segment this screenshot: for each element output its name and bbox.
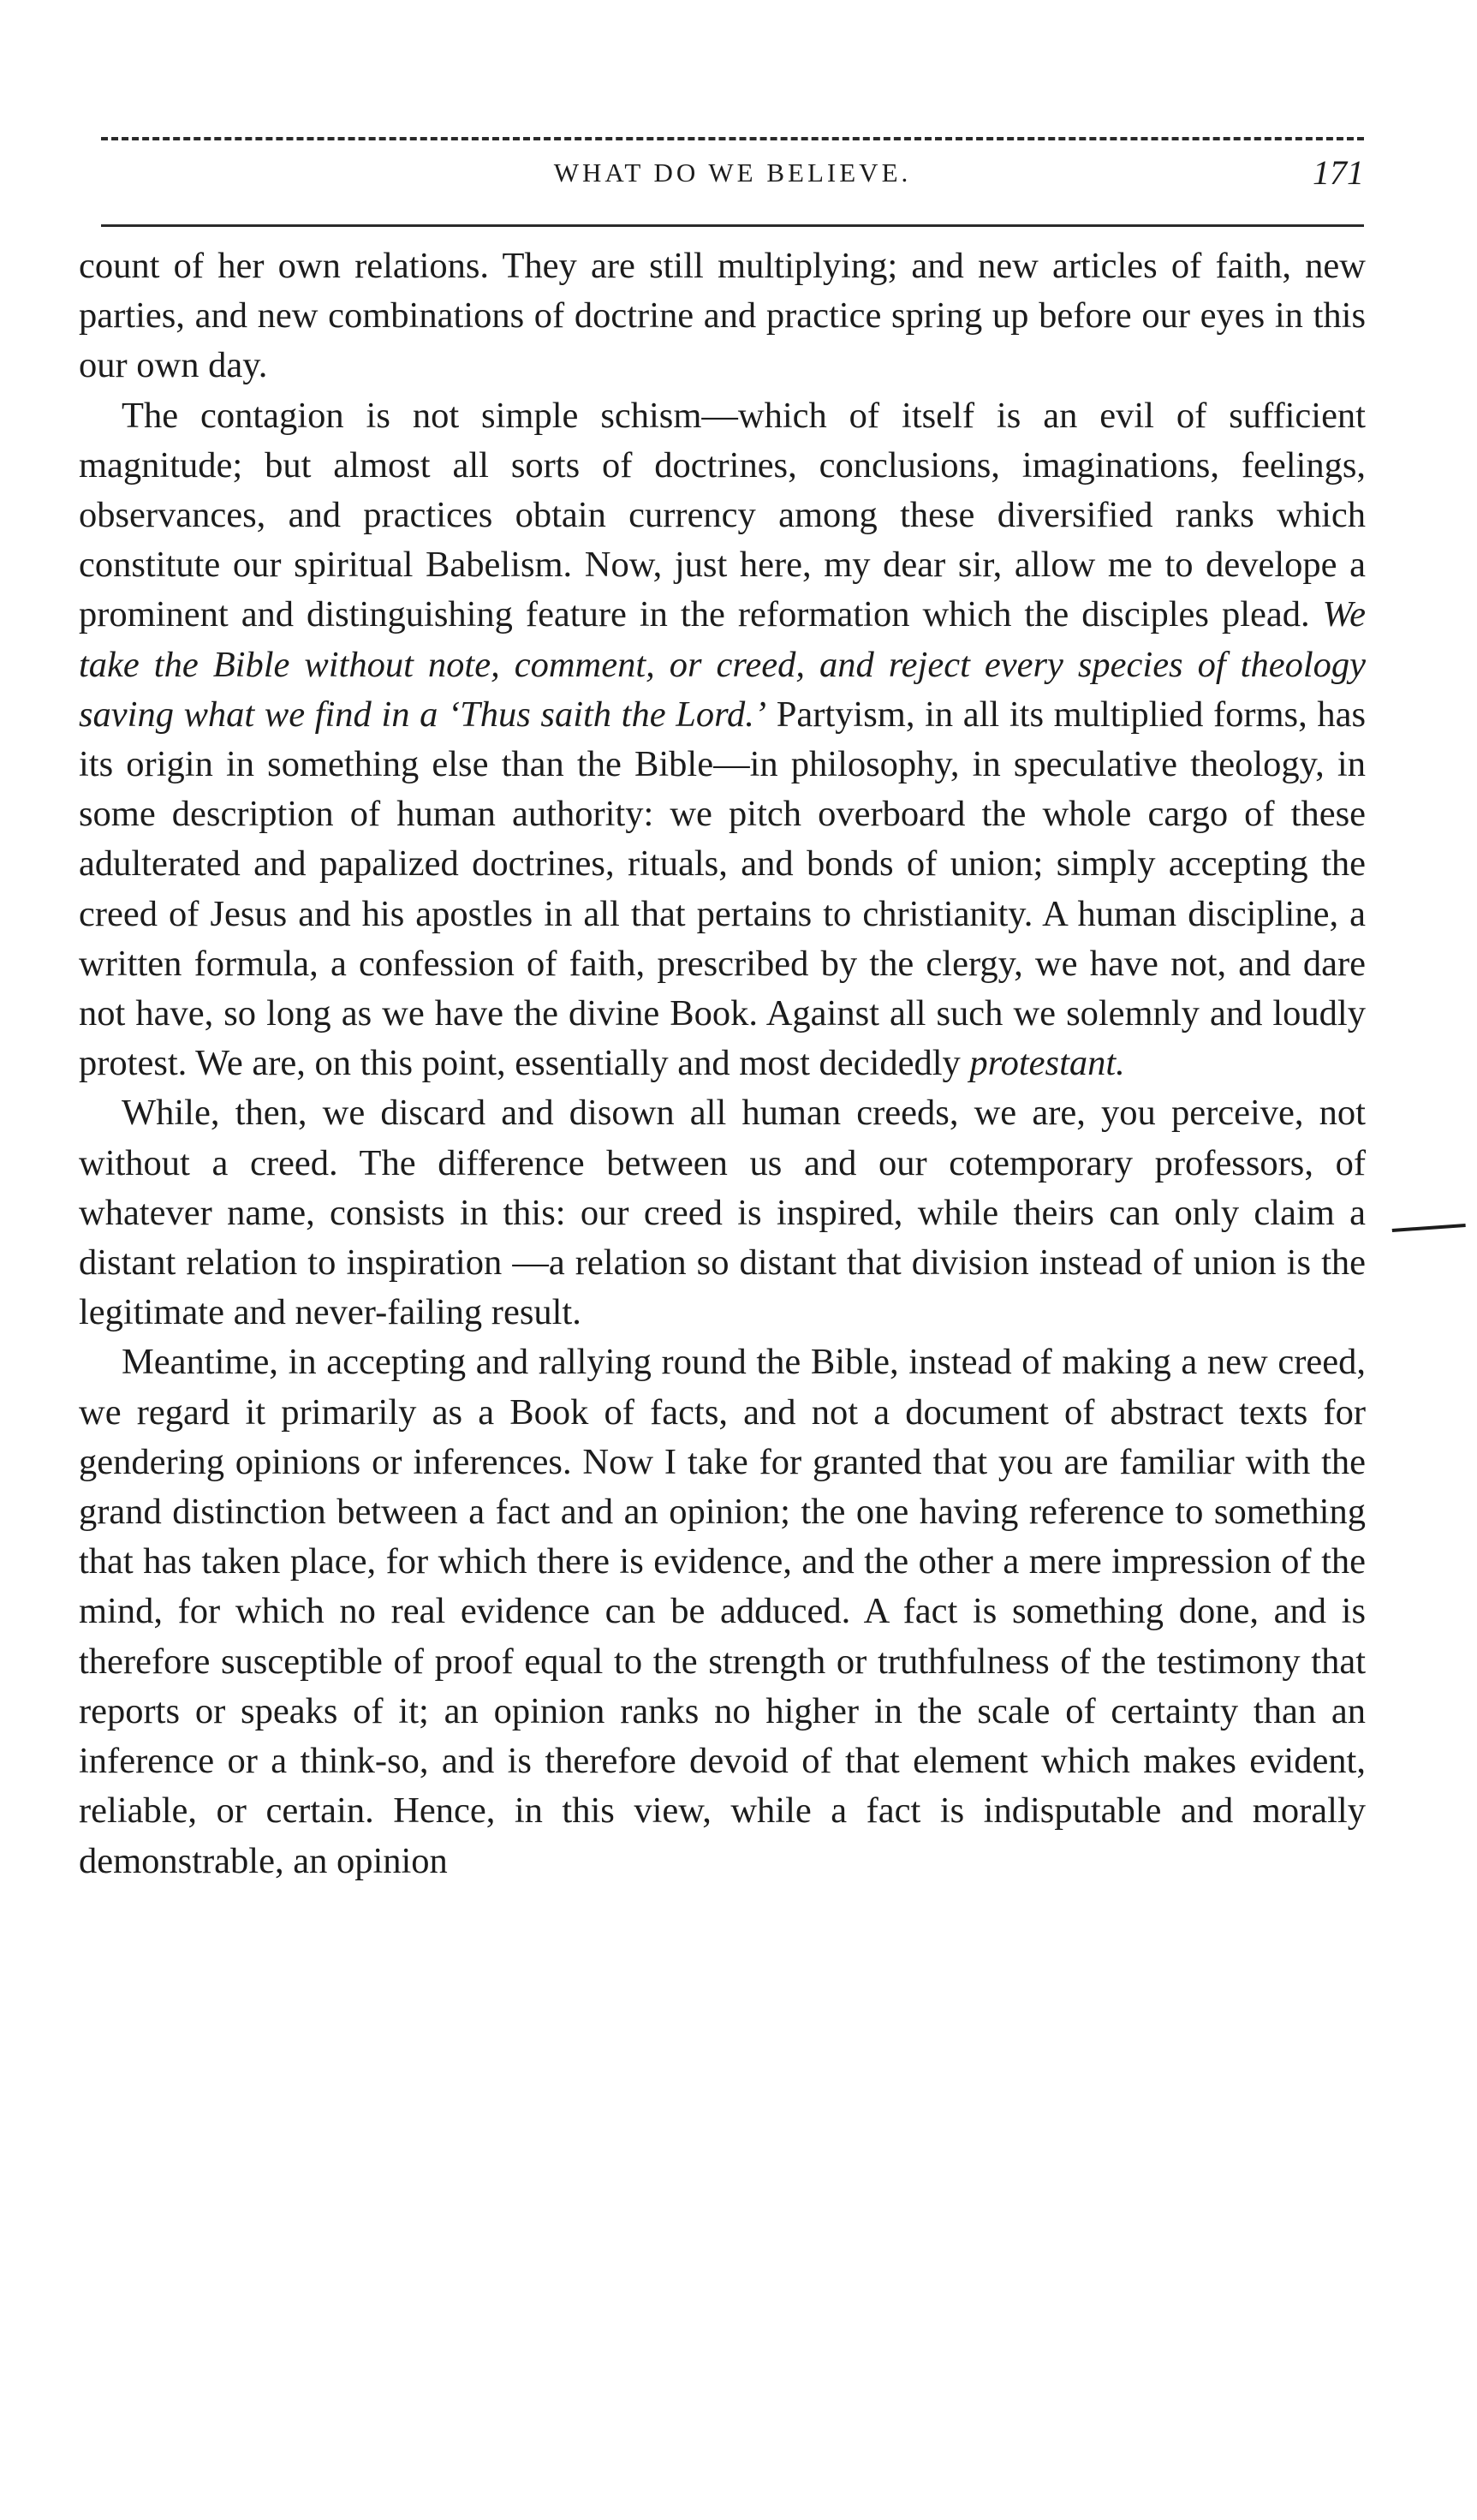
header-rule-bottom: [101, 224, 1364, 227]
paragraph-1: [79, 241, 1366, 391]
paragraph-2: [79, 391, 1366, 1089]
paragraph-2-text-continued: Partyism, in all its multiplied forms, has its origin in something else than the Bible—in philosophy, in speculative theology, in some description of human authority: we pitch overboard the whole cargo of these adulterated and papalized doctrines, rituals, and bonds of union; simply accepting the creed of Jesus and his apostles in all that pertains to christianity. A human discipline, a written formula, a confession of faith, prescribed by the clergy, we have not, and dare not have, so long as we have the divine Book. Against all such we solemnly and loudly protest. We are, on this point, essentially and most decidedly: [79, 694, 1366, 1084]
header-rule-top: [101, 137, 1364, 140]
running-title: WHAT DO WE BELIEVE.: [553, 158, 912, 188]
paragraph-3-text: While, then, we discard and disown all human creeds, we are, you perceive, not without a creed. The difference between us and our cotemporary professors, of whatever name, consists in this: our creed is inspired, while theirs can only claim a distant relation to inspiration —a relation so distant that division instead of union is the legitimate and never-failing result.: [79, 1093, 1366, 1333]
paragraph-2-text: The contagion is not simple schism—which of itself is an evil of sufficient magnitude; but almost all sorts of doctrines, conclusions, imaginations, feelings, observances, and practices obtain currency among these diversified ranks which constitute our spiritual Babelism. Now, just here, my dear sir, allow me to develope a prominent and distinguishing feature in the reformation which the disciples plead.: [79, 395, 1366, 635]
paragraph-1-text: count of her own relations. They are still multiplying; and new articles of faith, new parties, and new combinations of doctrine and practice spring up before our eyes in this our own day.: [79, 246, 1366, 386]
paragraph-4: [79, 1337, 1366, 1886]
paragraph-2-italic-creed: We take the Bible without note, comment, or creed, and reject every species of theology saving what we find in a ‘Thus saith the Lord.’: [79, 594, 1366, 735]
body-text: [79, 241, 1366, 1886]
margin-mark: [1392, 1224, 1467, 1239]
page-number: 171: [1313, 153, 1364, 192]
running-head: [101, 152, 1364, 204]
paragraph-2-italic-protestant: protestant.: [969, 1043, 1125, 1084]
paragraph-3: [79, 1088, 1366, 1337]
paragraph-4-text: Meantime, in accepting and rallying round the Bible, instead of making a new creed, we regard it primarily as a Book of facts, and not a document of abstract texts for gendering opinions or inferences. Now I take for granted that you are familiar with the grand distinction between a fact and an opinion; the one having reference to something that has taken place, for which there is evidence, and the other a mere impression of the mind, for which no real evidence can be adduced. A fact is something done, and is therefore susceptible of proof equal to the strength or truthfulness of the testimony that reports or speaks of it; an opinion ranks no higher in the scale of certainty than an inference or a think-so, and is therefore devoid of that element which makes evident, reliable, or certain. Hence, in this view, while a fact is indisputable and morally demonstrable, an opinion: [79, 1342, 1366, 1881]
